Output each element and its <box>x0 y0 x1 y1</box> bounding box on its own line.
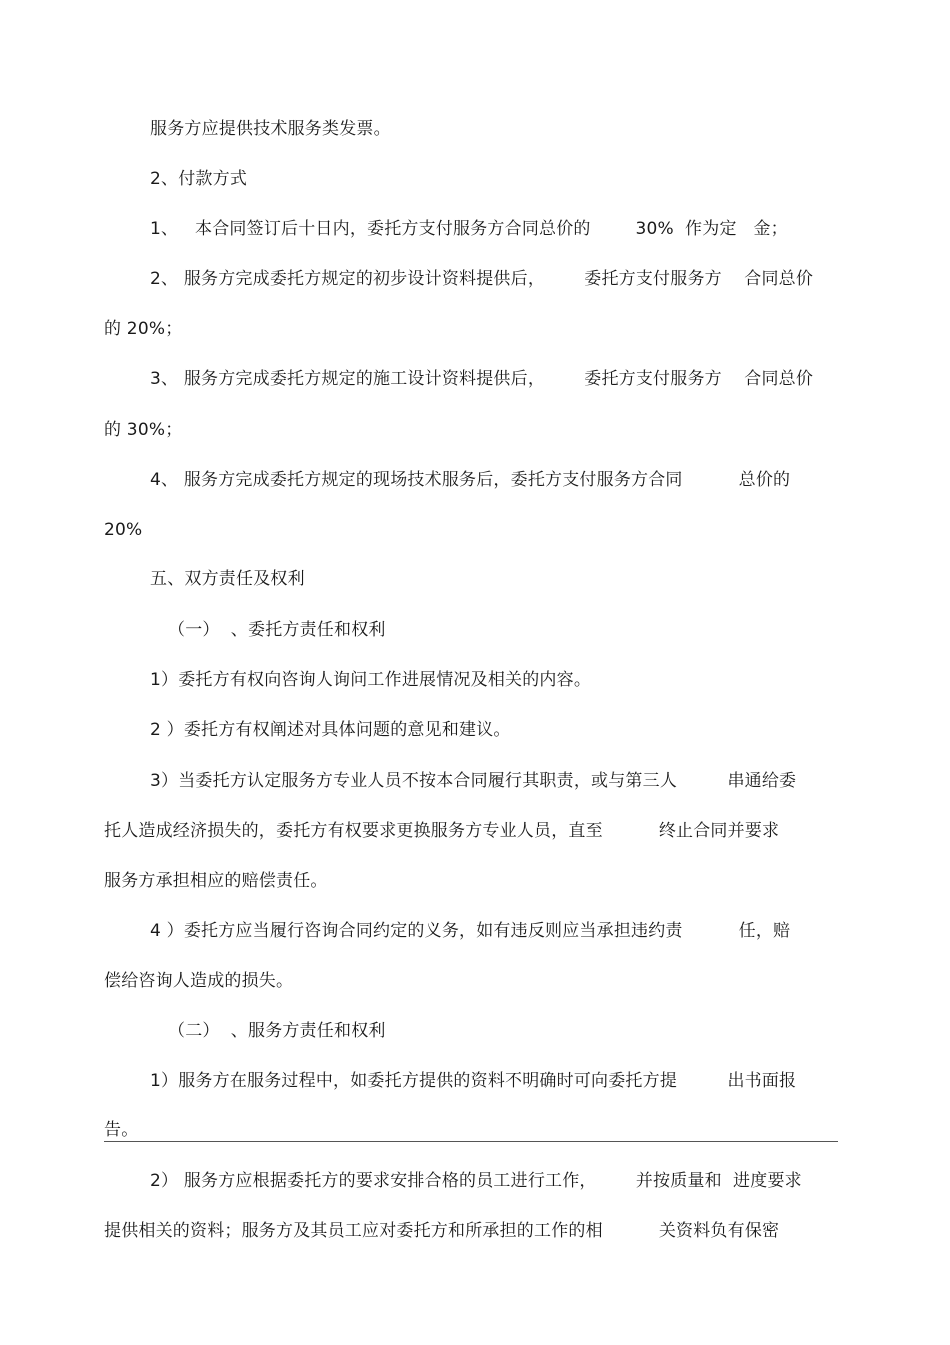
text-line-provider-2: 2） 服务方应根据委托方的要求安排合格的员工进行工作， 并按质量和 进度要求 <box>150 1171 802 1191</box>
subheading-client-rights: （一） 、委托方责任和权利 <box>168 620 386 640</box>
text-line-payment-4-cont: 20% <box>104 520 143 540</box>
text-line-provider-1-cont: 告。 <box>104 1120 139 1140</box>
text-line-client-3: 3）当委托方认定服务方专业人员不按本合同履行其职责，或与第三人 串通给委 <box>150 771 797 791</box>
text-line-payment-3: 3、 服务方完成委托方规定的施工设计资料提供后， 委托方支付服务方 合同总价 <box>150 369 814 389</box>
text-line-client-4-cont: 偿给咨询人造成的损失。 <box>104 971 294 991</box>
text-line-client-3-cont-a: 托人造成经济损失的，委托方有权要求更换服务方专业人员，直至 终止合同并要求 <box>104 821 780 841</box>
text-line-payment-4: 4、 服务方完成委托方规定的现场技术服务后，委托方支付服务方合同 总价的 <box>150 470 791 490</box>
page-divider <box>104 1141 838 1142</box>
text-line-client-2: 2 ）委托方有权阐述对具体问题的意见和建议。 <box>150 720 511 740</box>
text-line-client-4: 4 ）委托方应当履行咨询合同约定的义务，如有违反则应当承担违约责 任，赔 <box>150 921 791 941</box>
text-line-payment-3-cont: 的 30%； <box>104 420 183 440</box>
text-line-payment-2-cont: 的 20%； <box>104 319 183 339</box>
subheading-provider-rights: （二） 、服务方责任和权利 <box>168 1021 386 1041</box>
heading-payment-method: 2、付款方式 <box>150 169 248 189</box>
text-line-provider-2-cont: 提供相关的资料；服务方及其员工应对委托方和所承担的工作的相 关资料负有保密 <box>104 1221 780 1241</box>
text-line-client-1: 1）委托方有权向咨询人询问工作进展情况及相关的内容。 <box>150 670 592 690</box>
text-line-provider-1: 1）服务方在服务过程中，如委托方提供的资料不明确时可向委托方提 出书面报 <box>150 1071 797 1091</box>
text-line-invoice: 服务方应提供技术服务类发票。 <box>150 119 391 139</box>
heading-section-five: 五、双方责任及权利 <box>150 569 305 589</box>
text-line-client-3-cont-b: 服务方承担相应的赔偿责任。 <box>104 871 328 891</box>
text-line-payment-1: 1、 本合同签订后十日内，委托方支付服务方合同总价的 30% 作为定 金； <box>150 219 788 239</box>
text-line-payment-2: 2、 服务方完成委托方规定的初步设计资料提供后， 委托方支付服务方 合同总价 <box>150 269 814 289</box>
